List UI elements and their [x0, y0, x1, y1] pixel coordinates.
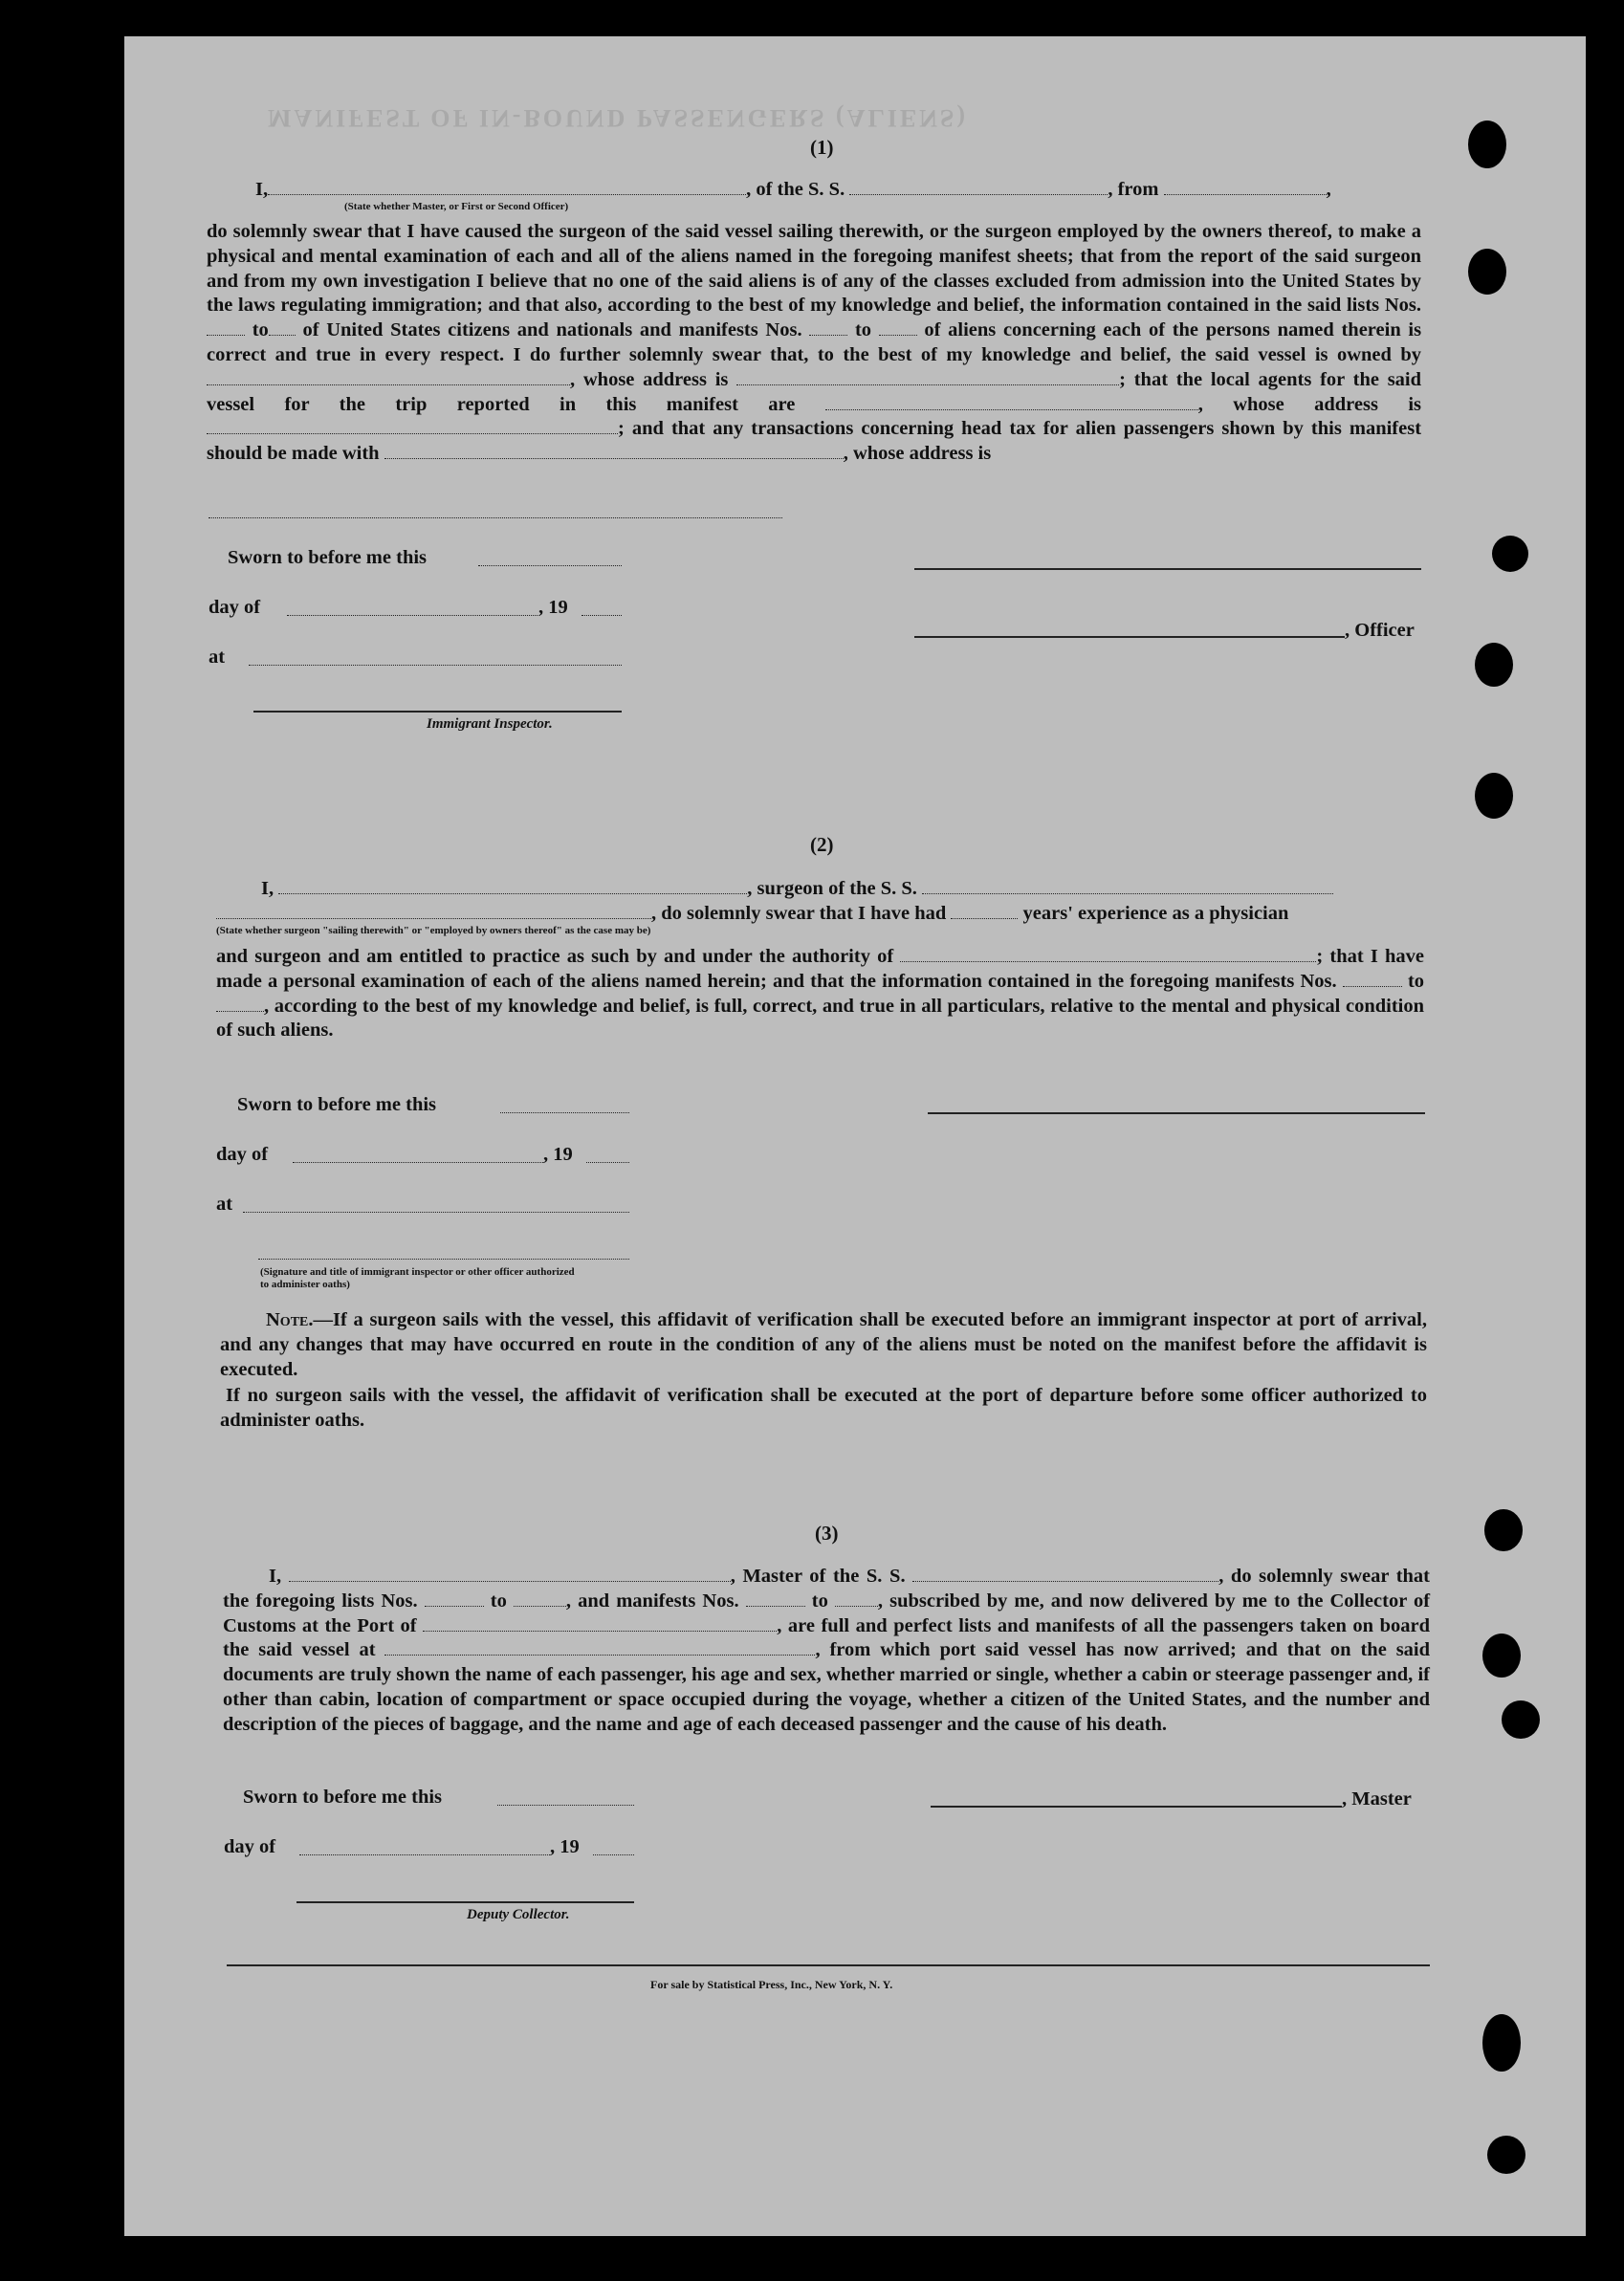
s2-inspector-line: [258, 1259, 629, 1260]
s3-year-line: [593, 1854, 634, 1855]
s2-paragraph: and surgeon and am entitled to practice as such by and under the authority of ; that I have made a personal examination of each of the aliens named herein; and that the information contained in the foregoing manifests Nos. to , according to the best of my knowledge and belief, is full, correct, and true in all particulars, relative to the mental and physical condition of such aliens.: [216, 946, 1430, 1042]
s1-day-line: [287, 615, 538, 616]
punch-hole: [1475, 773, 1513, 819]
s2-note-2: If no surgeon sails with the vessel, the affidavit of verification shall be executed at the port of departure before some officer authorized to administer oaths.: [220, 1385, 1433, 1431]
s1-inspector-line: [253, 711, 622, 713]
s1-paragraph: do solemnly swear that I have caused the surgeon of the said vessel sailing therewith, or the surgeon employed by the owners thereof, to make a physical and mental examination of each and all of the aliens named in the foregoing manifest sheets; that from the report of the said surgeon and from my own investigation I believe that no one of the said aliens is of any of the classes excluded from admission into the United States by the laws regulating immigration; and that also, according to the best of my knowledge and belief, the information contained in the said lists Nos. to of United States citizens and nationals and manifests Nos. to of aliens concerning each of the persons named therein is correct and true in every respect. I do further solemnly swear that, to the best of my knowledge and belief, the said vessel is owned by , whose address is ; that the local agents for the said vessel for the trip reported in this manifest are , whose address is ; and that any transactions concerning head tax for alien passengers shown by this manifest should be made with , whose address is: [207, 221, 1427, 465]
s3-year-label: , 19: [550, 1836, 580, 1857]
punch-hole: [1475, 643, 1513, 687]
punch-hole: [1468, 249, 1506, 295]
s2-at-line: [243, 1212, 629, 1213]
s3-paragraph: I, , Master of the S. S. , do solemnly swear that the foregoing lists Nos. to , and manifests Nos. to , subscribed by me, and now delivered by me to the Collector of Customs at the Port of , are full and perfect lists and manifests of all the passengers taken on board the said vessel at , from which port said vessel has now arrived; and that on the said documents are truly shown the name of each passenger, his age and sex, whether married or single, whether a cabin or steerage passenger and, if other than cabin, location of compartment or space occupied during the voyage, whether a citizen of the United States, and the number and description of the pieces of baggage, and the name and age of each deceased passenger and the cause of his death.: [223, 1566, 1436, 1735]
s3-collector-line: [296, 1901, 634, 1903]
s3-master-label: , Master: [1342, 1788, 1412, 1809]
s1-day-of-label: day of: [208, 597, 261, 618]
section-2-number: (2): [810, 833, 834, 856]
s2-year-label: , 19: [543, 1144, 573, 1165]
s2-note-1: Note.—If a surgeon sails with the vessel, this affidavit of verification shall be executed before an immigrant inspector at port of arrival, and any changes that may have occurred en route in the condition of any of the aliens must be noted on the manifest before the affidavit is executed.: [220, 1309, 1433, 1380]
s1-sworn-label: Sworn to before me this: [228, 547, 428, 568]
section-3-number: (3): [815, 1522, 839, 1545]
punch-hole: [1487, 2136, 1525, 2174]
s3-day-line: [299, 1854, 550, 1855]
printer-imprint: For sale by Statistical Press, Inc., New York, N. Y.: [650, 1978, 893, 1991]
s2-year-line: [586, 1162, 629, 1163]
s2-signature-caption: (Signature and title of immigrant inspector or other officer authorized to administer oaths): [260, 1266, 575, 1290]
punch-hole: [1468, 121, 1506, 168]
s1-year-label: , 19: [538, 597, 568, 618]
s3-collector-caption: Deputy Collector.: [467, 1907, 570, 1922]
s1-at-label: at: [208, 647, 226, 668]
s2-signature-line: [928, 1112, 1425, 1114]
s2-sworn-label: Sworn to before me this: [237, 1094, 437, 1115]
punch-hole: [1484, 1509, 1523, 1551]
s2-surgeon-caption: (State whether surgeon "sailing therewith" or "employed by owners thereof" as the case may be): [216, 925, 651, 936]
s1-officer-caption: (State whether Master, or First or Second Officer): [344, 201, 569, 212]
s1-sworn-line: [478, 565, 622, 566]
bleed-through-text: MANIFEST OF IN-BOUND PASSENGERS (ALIENS): [268, 104, 969, 132]
s2-line1: I, , surgeon of the S. S.: [261, 878, 1333, 900]
s1-signature-line: [914, 568, 1421, 570]
s2-line2: , do solemnly swear that I have had years' experience as a physician: [216, 903, 1288, 925]
section-1-number: (1): [810, 136, 834, 159]
s1-officer-line: [914, 636, 1345, 638]
s3-sworn-label: Sworn to before me this: [243, 1787, 443, 1808]
punch-hole: [1482, 2014, 1521, 2072]
s1-at-line: [249, 665, 622, 666]
s1-line1: I, , of the S. S. , from ,: [255, 179, 1331, 200]
s1-officer-label: , Officer: [1345, 620, 1415, 641]
document-page: [124, 36, 1586, 2236]
s3-day-of-label: day of: [224, 1836, 276, 1857]
s2-day-of-label: day of: [216, 1144, 269, 1165]
s2-day-line: [293, 1162, 543, 1163]
punch-hole: [1492, 536, 1528, 572]
s1-inspector-caption: Immigrant Inspector.: [427, 716, 553, 732]
s2-sworn-line: [500, 1112, 629, 1113]
punch-hole: [1502, 1700, 1540, 1739]
s2-at-label: at: [216, 1194, 233, 1215]
s1-year-line: [582, 615, 622, 616]
s3-sworn-line: [497, 1805, 634, 1806]
s3-master-line: [931, 1806, 1342, 1808]
footer-divider: [227, 1964, 1430, 1966]
s1-address-line: [208, 517, 782, 518]
punch-hole: [1482, 1634, 1521, 1678]
